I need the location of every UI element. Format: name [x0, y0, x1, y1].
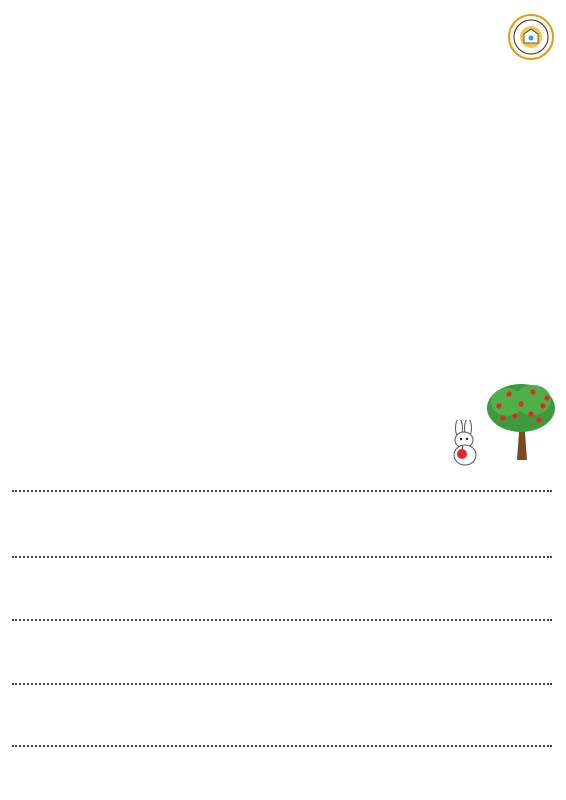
- answer-line[interactable]: [12, 745, 552, 747]
- rabbit-with-apple-icon: [446, 420, 482, 470]
- answer-line[interactable]: [12, 683, 552, 685]
- top-decorative-border: [20, 8, 490, 22]
- answer-line[interactable]: [12, 619, 552, 621]
- answer-line[interactable]: [12, 490, 552, 492]
- answer-line[interactable]: [12, 556, 552, 558]
- apple-tree-icon: [485, 380, 557, 466]
- logo-badge-icon: [508, 14, 554, 60]
- bottom-decorative-border: [8, 777, 558, 791]
